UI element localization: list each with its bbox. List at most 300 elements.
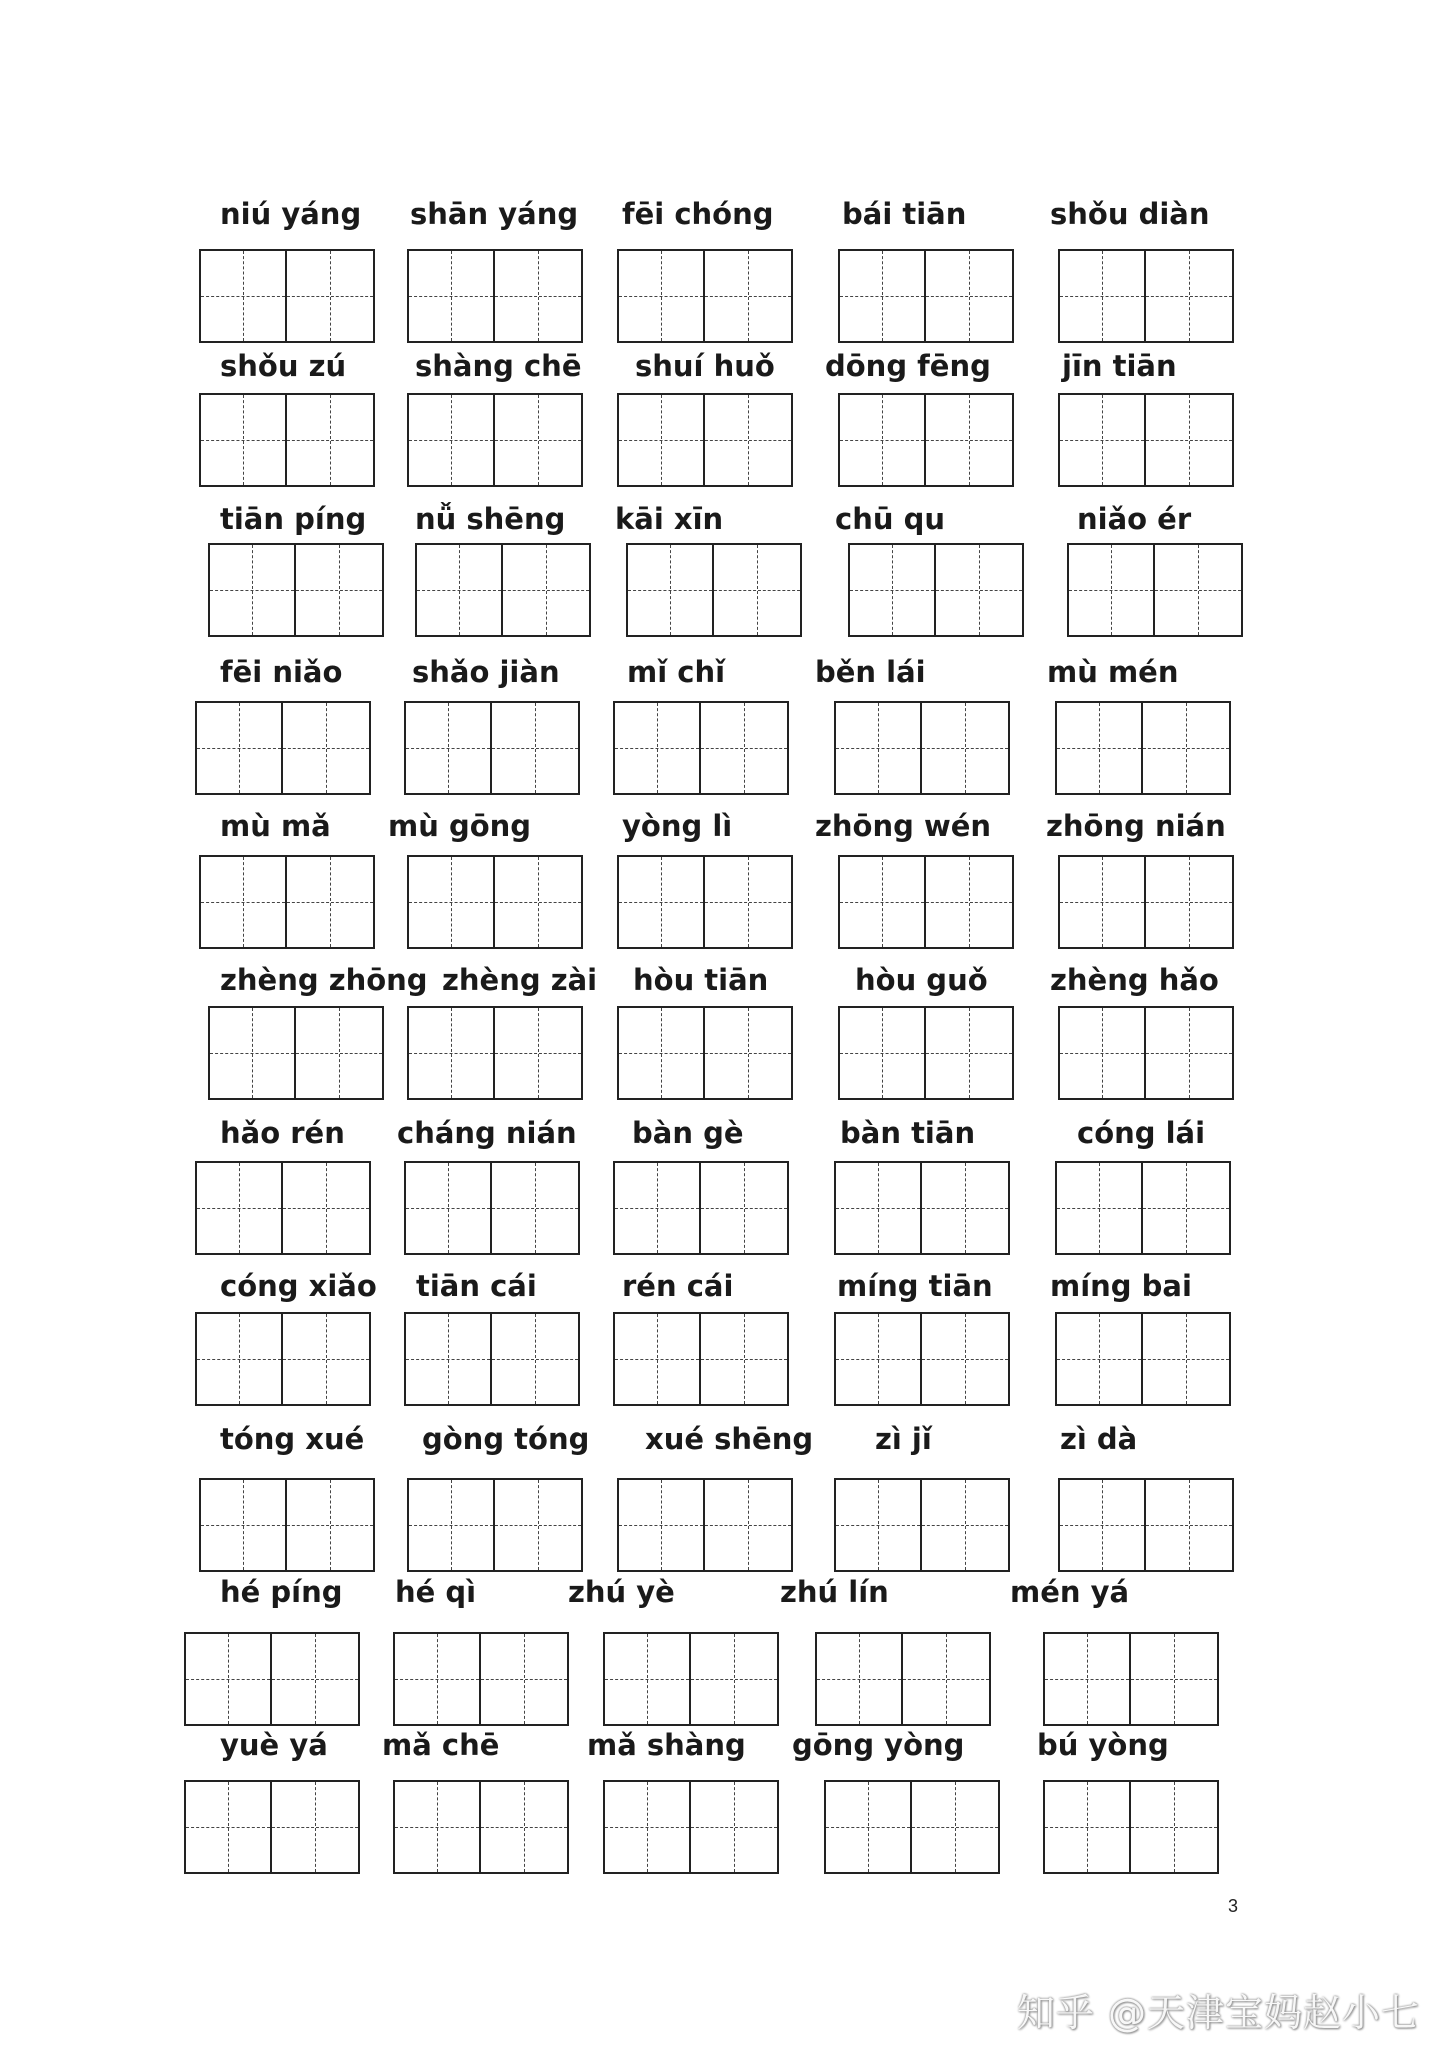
horizontal-guide-line <box>495 1053 581 1054</box>
tian-ge-cell[interactable] <box>296 1008 382 1098</box>
writing-grid[interactable] <box>834 1478 1010 1572</box>
tian-ge-cell[interactable] <box>817 1634 903 1724</box>
tian-ge-cell[interactable] <box>495 857 581 947</box>
tian-ge-cell[interactable] <box>492 1314 578 1404</box>
horizontal-guide-line <box>1146 440 1232 441</box>
writing-grid[interactable] <box>1058 855 1234 949</box>
writing-grid[interactable] <box>834 701 1010 795</box>
pinyin-label: chū qu <box>835 502 945 536</box>
pinyin-label: yuè yá <box>220 1728 328 1762</box>
writing-grid[interactable] <box>617 393 793 487</box>
horizontal-guide-line <box>619 1053 703 1054</box>
horizontal-guide-line <box>283 1359 369 1360</box>
pinyin-label: běn lái <box>815 655 926 689</box>
pinyin-label: shuí huǒ <box>635 349 775 383</box>
horizontal-guide-line <box>287 902 373 903</box>
horizontal-guide-line <box>817 1679 901 1680</box>
horizontal-guide-line <box>1057 1359 1141 1360</box>
horizontal-guide-line <box>395 1679 479 1680</box>
tian-ge-cell[interactable] <box>283 1163 369 1253</box>
writing-grid[interactable] <box>626 543 802 637</box>
horizontal-guide-line <box>936 590 1022 591</box>
pinyin-label: fēi niǎo <box>220 655 343 689</box>
horizontal-guide-line <box>210 1053 294 1054</box>
pinyin-label: kāi xīn <box>615 502 724 536</box>
writing-grid[interactable] <box>617 1478 793 1572</box>
horizontal-guide-line <box>409 296 493 297</box>
pinyin-label: bái tiān <box>842 197 967 231</box>
tian-ge-cell[interactable] <box>691 1782 777 1872</box>
tian-ge-cell[interactable] <box>615 703 701 793</box>
horizontal-guide-line <box>492 1359 578 1360</box>
horizontal-guide-line <box>903 1679 989 1680</box>
writing-grid[interactable] <box>834 1312 1010 1406</box>
tian-ge-cell[interactable] <box>1146 395 1232 485</box>
tian-ge-cell[interactable] <box>836 1163 922 1253</box>
horizontal-guide-line <box>840 902 924 903</box>
horizontal-guide-line <box>492 1208 578 1209</box>
tian-ge-cell[interactable] <box>619 251 705 341</box>
pinyin-label: bàn gè <box>632 1116 744 1150</box>
writing-grid[interactable] <box>603 1780 779 1874</box>
pinyin-label: tóng xué <box>220 1422 365 1456</box>
tian-ge-cell[interactable] <box>628 545 714 635</box>
horizontal-guide-line <box>1146 902 1232 903</box>
writing-grid[interactable] <box>838 1006 1014 1100</box>
tian-ge-cell[interactable] <box>701 1163 787 1253</box>
pinyin-label: gòng tóng <box>422 1422 590 1456</box>
tian-ge-cell[interactable] <box>615 1314 701 1404</box>
pinyin-label: cóng xiǎo <box>220 1269 377 1303</box>
writing-grid[interactable] <box>1058 1478 1234 1572</box>
pinyin-label: zhèng zhōng <box>220 963 428 997</box>
tian-ge-cell[interactable] <box>1057 703 1143 793</box>
tian-ge-cell[interactable] <box>1146 857 1232 947</box>
horizontal-guide-line <box>283 1208 369 1209</box>
tian-ge-cell[interactable] <box>283 703 369 793</box>
writing-grid[interactable] <box>208 543 384 637</box>
pinyin-label: mǎ chē <box>382 1728 500 1762</box>
tian-ge-cell[interactable] <box>691 1634 777 1724</box>
writing-grid[interactable] <box>1067 543 1243 637</box>
watermark: 知乎 @天津宝妈赵小七 <box>1016 1991 1420 2035</box>
horizontal-guide-line <box>409 440 493 441</box>
horizontal-guide-line <box>287 296 373 297</box>
tian-ge-cell[interactable] <box>197 1314 283 1404</box>
pinyin-label: shān yáng <box>410 197 579 231</box>
pinyin-label: cháng nián <box>397 1116 577 1150</box>
tian-ge-cell[interactable] <box>1143 703 1229 793</box>
pinyin-label: hòu tiān <box>633 963 769 997</box>
tian-ge-cell[interactable] <box>926 395 1012 485</box>
horizontal-guide-line <box>1146 296 1232 297</box>
horizontal-guide-line <box>1060 1525 1144 1526</box>
writing-grid[interactable] <box>838 855 1014 949</box>
pinyin-label: fēi chóng <box>622 197 774 231</box>
horizontal-guide-line <box>926 296 1012 297</box>
pinyin-label: nǚ shēng <box>415 502 566 536</box>
horizontal-guide-line <box>922 1525 1008 1526</box>
horizontal-guide-line <box>197 1208 281 1209</box>
writing-grid[interactable] <box>613 701 789 795</box>
tian-ge-cell[interactable] <box>1143 1163 1229 1253</box>
horizontal-guide-line <box>406 748 490 749</box>
writing-grid[interactable] <box>1058 1006 1234 1100</box>
horizontal-guide-line <box>619 902 703 903</box>
tian-ge-cell[interactable] <box>619 1008 705 1098</box>
writing-grid[interactable] <box>404 1312 580 1406</box>
tian-ge-cell[interactable] <box>481 1634 567 1724</box>
horizontal-guide-line <box>495 1525 581 1526</box>
tian-ge-cell[interactable] <box>1045 1782 1131 1872</box>
tian-ge-cell[interactable] <box>701 703 787 793</box>
tian-ge-cell[interactable] <box>850 545 936 635</box>
tian-ge-cell[interactable] <box>406 703 492 793</box>
tian-ge-cell[interactable] <box>201 857 287 947</box>
horizontal-guide-line <box>503 590 589 591</box>
pinyin-label: niǎo ér <box>1077 502 1192 536</box>
horizontal-guide-line <box>1060 902 1144 903</box>
tian-ge-cell[interactable] <box>619 395 705 485</box>
tian-ge-cell[interactable] <box>272 1634 358 1724</box>
tian-ge-cell[interactable] <box>287 857 373 947</box>
pinyin-label: míng bai <box>1050 1269 1192 1303</box>
horizontal-guide-line <box>201 902 285 903</box>
page-number: 3 <box>1228 1896 1239 1916</box>
tian-ge-cell[interactable] <box>409 251 495 341</box>
horizontal-guide-line <box>210 590 294 591</box>
tian-ge-cell[interactable] <box>495 251 581 341</box>
writing-grid[interactable] <box>613 1161 789 1255</box>
pinyin-label: mù gōng <box>388 809 532 843</box>
tian-ge-cell[interactable] <box>492 703 578 793</box>
horizontal-guide-line <box>1060 1053 1144 1054</box>
horizontal-guide-line <box>272 1827 358 1828</box>
writing-grid[interactable] <box>199 249 375 343</box>
tian-ge-cell[interactable] <box>283 1314 369 1404</box>
horizontal-guide-line <box>197 1359 281 1360</box>
tian-ge-cell[interactable] <box>605 1782 691 1872</box>
tian-ge-cell[interactable] <box>903 1634 989 1724</box>
horizontal-guide-line <box>287 440 373 441</box>
horizontal-guide-line <box>1143 748 1229 749</box>
horizontal-guide-line <box>701 1359 787 1360</box>
tian-ge-cell[interactable] <box>201 395 287 485</box>
tian-ge-cell[interactable] <box>1057 1163 1143 1253</box>
pinyin-label: zhèng hǎo <box>1050 963 1219 997</box>
horizontal-guide-line <box>409 902 493 903</box>
tian-ge-cell[interactable] <box>840 1008 926 1098</box>
pinyin-label: yòng lì <box>622 809 733 843</box>
horizontal-guide-line <box>186 1679 270 1680</box>
tian-ge-cell[interactable] <box>1146 1480 1232 1570</box>
tian-ge-cell[interactable] <box>409 1480 495 1570</box>
writing-grid[interactable] <box>815 1632 991 1726</box>
horizontal-guide-line <box>615 1208 699 1209</box>
tian-ge-cell[interactable] <box>287 395 373 485</box>
horizontal-guide-line <box>197 748 281 749</box>
writing-grid[interactable] <box>184 1632 360 1726</box>
horizontal-guide-line <box>1131 1827 1217 1828</box>
horizontal-guide-line <box>1143 1359 1229 1360</box>
pinyin-label: xué shēng <box>645 1422 814 1456</box>
tian-ge-cell[interactable] <box>197 703 283 793</box>
tian-ge-cell[interactable] <box>495 1008 581 1098</box>
tian-ge-cell[interactable] <box>201 251 287 341</box>
writing-grid[interactable] <box>1055 1161 1231 1255</box>
horizontal-guide-line <box>1057 748 1141 749</box>
horizontal-guide-line <box>1131 1679 1217 1680</box>
writing-grid[interactable] <box>1058 249 1234 343</box>
horizontal-guide-line <box>926 902 1012 903</box>
writing-grid[interactable] <box>404 701 580 795</box>
pinyin-label: mǐ chǐ <box>627 655 726 689</box>
horizontal-guide-line <box>701 748 787 749</box>
writing-grid[interactable] <box>407 249 583 343</box>
writing-grid[interactable] <box>838 249 1014 343</box>
pinyin-label: zì jǐ <box>875 1422 932 1456</box>
horizontal-guide-line <box>406 1359 490 1360</box>
horizontal-guide-line <box>705 440 791 441</box>
pinyin-label: mù mén <box>1047 655 1179 689</box>
tian-ge-cell[interactable] <box>1143 1314 1229 1404</box>
horizontal-guide-line <box>406 1208 490 1209</box>
tian-ge-cell[interactable] <box>409 395 495 485</box>
horizontal-guide-line <box>1146 1525 1232 1526</box>
tian-ge-cell[interactable] <box>840 857 926 947</box>
tian-ge-cell[interactable] <box>922 1163 1008 1253</box>
tian-ge-cell[interactable] <box>287 251 373 341</box>
tian-ge-cell[interactable] <box>417 545 503 635</box>
horizontal-guide-line <box>272 1679 358 1680</box>
tian-ge-cell[interactable] <box>922 703 1008 793</box>
tian-ge-cell[interactable] <box>1060 395 1146 485</box>
horizontal-guide-line <box>619 1525 703 1526</box>
horizontal-guide-line <box>926 1053 1012 1054</box>
writing-grid[interactable] <box>848 543 1024 637</box>
writing-grid[interactable] <box>407 1478 583 1572</box>
tian-ge-cell[interactable] <box>912 1782 998 1872</box>
horizontal-guide-line <box>495 296 581 297</box>
writing-grid[interactable] <box>407 855 583 949</box>
tian-ge-cell[interactable] <box>705 1008 791 1098</box>
horizontal-guide-line <box>201 296 285 297</box>
horizontal-guide-line <box>922 1208 1008 1209</box>
horizontal-guide-line <box>922 748 1008 749</box>
pinyin-label: hǎo rén <box>220 1116 345 1150</box>
horizontal-guide-line <box>619 296 703 297</box>
tian-ge-cell[interactable] <box>1146 251 1232 341</box>
tian-ge-cell[interactable] <box>826 1782 912 1872</box>
writing-grid[interactable] <box>195 701 371 795</box>
tian-ge-cell[interactable] <box>840 251 926 341</box>
tian-ge-cell[interactable] <box>395 1634 481 1724</box>
writing-grid[interactable] <box>199 393 375 487</box>
pinyin-label: bàn tiān <box>840 1116 976 1150</box>
tian-ge-cell[interactable] <box>836 703 922 793</box>
tian-ge-cell[interactable] <box>409 1008 495 1098</box>
tian-ge-cell[interactable] <box>1060 251 1146 341</box>
horizontal-guide-line <box>1060 296 1144 297</box>
horizontal-guide-line <box>492 748 578 749</box>
writing-grid[interactable] <box>404 1161 580 1255</box>
writing-grid[interactable] <box>834 1161 1010 1255</box>
horizontal-guide-line <box>186 1827 270 1828</box>
horizontal-guide-line <box>691 1827 777 1828</box>
tian-ge-cell[interactable] <box>406 1163 492 1253</box>
tian-ge-cell[interactable] <box>186 1634 272 1724</box>
pinyin-label: gōng yòng <box>792 1728 965 1762</box>
horizontal-guide-line <box>296 590 382 591</box>
pinyin-label: hé qì <box>395 1575 477 1609</box>
tian-ge-cell[interactable] <box>714 545 800 635</box>
tian-ge-cell[interactable] <box>1057 1314 1143 1404</box>
tian-ge-cell[interactable] <box>922 1480 1008 1570</box>
pinyin-label: mén yá <box>1010 1575 1130 1609</box>
pinyin-label: tiān píng <box>220 502 367 536</box>
pinyin-label: mù mǎ <box>220 809 331 843</box>
tian-ge-cell[interactable] <box>1060 1480 1146 1570</box>
writing-grid[interactable] <box>393 1780 569 1874</box>
writing-grid[interactable] <box>838 393 1014 487</box>
writing-grid[interactable] <box>617 1006 793 1100</box>
tian-ge-cell[interactable] <box>836 1480 922 1570</box>
pinyin-label: hé píng <box>220 1575 343 1609</box>
horizontal-guide-line <box>691 1679 777 1680</box>
horizontal-guide-line <box>481 1679 567 1680</box>
pinyin-label: rén cái <box>622 1269 734 1303</box>
writing-grid[interactable] <box>1055 701 1231 795</box>
tian-ge-cell[interactable] <box>926 251 1012 341</box>
tian-ge-cell[interactable] <box>926 1008 1012 1098</box>
tian-ge-cell[interactable] <box>705 1480 791 1570</box>
writing-grid[interactable] <box>184 1780 360 1874</box>
tian-ge-cell[interactable] <box>619 857 705 947</box>
tian-ge-cell[interactable] <box>296 545 382 635</box>
pinyin-label: tiān cái <box>416 1269 537 1303</box>
tian-ge-cell[interactable] <box>201 1480 287 1570</box>
writing-grid[interactable] <box>407 393 583 487</box>
tian-ge-cell[interactable] <box>210 545 296 635</box>
horizontal-guide-line <box>283 748 369 749</box>
horizontal-guide-line <box>287 1525 373 1526</box>
writing-grid[interactable] <box>1043 1780 1219 1874</box>
tian-ge-cell[interactable] <box>619 1480 705 1570</box>
pinyin-label: dōng fēng <box>825 349 991 383</box>
writing-grid[interactable] <box>208 1006 384 1100</box>
tian-ge-cell[interactable] <box>936 545 1022 635</box>
horizontal-guide-line <box>836 748 920 749</box>
tian-ge-cell[interactable] <box>926 857 1012 947</box>
horizontal-guide-line <box>1155 590 1241 591</box>
tian-ge-cell[interactable] <box>1131 1634 1217 1724</box>
tian-ge-cell[interactable] <box>615 1163 701 1253</box>
writing-grid[interactable] <box>415 543 591 637</box>
writing-grid[interactable] <box>617 855 793 949</box>
tian-ge-cell[interactable] <box>495 1480 581 1570</box>
tian-ge-cell[interactable] <box>503 545 589 635</box>
tian-ge-cell[interactable] <box>705 395 791 485</box>
writing-grid[interactable] <box>195 1161 371 1255</box>
tian-ge-cell[interactable] <box>287 1480 373 1570</box>
writing-grid[interactable] <box>617 249 793 343</box>
tian-ge-cell[interactable] <box>1146 1008 1232 1098</box>
pinyin-label: zhú yè <box>568 1575 675 1609</box>
tian-ge-cell[interactable] <box>409 857 495 947</box>
tian-ge-cell[interactable] <box>1155 545 1241 635</box>
horizontal-guide-line <box>1045 1679 1129 1680</box>
tian-ge-cell[interactable] <box>481 1782 567 1872</box>
writing-grid[interactable] <box>1055 1312 1231 1406</box>
tian-ge-cell[interactable] <box>210 1008 296 1098</box>
tian-ge-cell[interactable] <box>1069 545 1155 635</box>
pinyin-label: shǒu zú <box>220 349 347 383</box>
writing-grid[interactable] <box>1058 393 1234 487</box>
horizontal-guide-line <box>705 902 791 903</box>
horizontal-guide-line <box>201 1525 285 1526</box>
writing-grid[interactable] <box>1043 1632 1219 1726</box>
tian-ge-cell[interactable] <box>272 1782 358 1872</box>
horizontal-guide-line <box>605 1827 689 1828</box>
horizontal-guide-line <box>409 1525 493 1526</box>
pinyin-label: zhōng nián <box>1046 809 1226 843</box>
writing-grid[interactable] <box>613 1312 789 1406</box>
tian-ge-cell[interactable] <box>406 1314 492 1404</box>
horizontal-guide-line <box>1045 1827 1129 1828</box>
tian-ge-cell[interactable] <box>836 1314 922 1404</box>
tian-ge-cell[interactable] <box>705 857 791 947</box>
tian-ge-cell[interactable] <box>186 1782 272 1872</box>
writing-grid[interactable] <box>195 1312 371 1406</box>
horizontal-guide-line <box>619 440 703 441</box>
horizontal-guide-line <box>922 1359 1008 1360</box>
tian-ge-cell[interactable] <box>1060 857 1146 947</box>
tian-ge-cell[interactable] <box>197 1163 283 1253</box>
writing-grid[interactable] <box>603 1632 779 1726</box>
horizontal-guide-line <box>615 1359 699 1360</box>
pinyin-label: mǎ shàng <box>587 1728 746 1762</box>
horizontal-guide-line <box>495 440 581 441</box>
tian-ge-cell[interactable] <box>701 1314 787 1404</box>
horizontal-guide-line <box>826 1827 910 1828</box>
pinyin-label: niú yáng <box>220 197 362 231</box>
writing-grid[interactable] <box>393 1632 569 1726</box>
tian-ge-cell[interactable] <box>395 1782 481 1872</box>
writing-grid[interactable] <box>199 1478 375 1572</box>
horizontal-guide-line <box>836 1359 920 1360</box>
tian-ge-cell[interactable] <box>1060 1008 1146 1098</box>
tian-ge-cell[interactable] <box>605 1634 691 1724</box>
tian-ge-cell[interactable] <box>840 395 926 485</box>
pinyin-label: zì dà <box>1060 1422 1138 1456</box>
horizontal-guide-line <box>495 902 581 903</box>
writing-grid[interactable] <box>199 855 375 949</box>
horizontal-guide-line <box>912 1827 998 1828</box>
tian-ge-cell[interactable] <box>922 1314 1008 1404</box>
horizontal-guide-line <box>840 296 924 297</box>
tian-ge-cell[interactable] <box>492 1163 578 1253</box>
tian-ge-cell[interactable] <box>705 251 791 341</box>
tian-ge-cell[interactable] <box>495 395 581 485</box>
writing-grid[interactable] <box>824 1780 1000 1874</box>
tian-ge-cell[interactable] <box>1045 1634 1131 1724</box>
horizontal-guide-line <box>481 1827 567 1828</box>
pinyin-label: hòu guǒ <box>855 963 988 997</box>
pinyin-label: shǎo jiàn <box>412 655 560 689</box>
writing-grid[interactable] <box>407 1006 583 1100</box>
tian-ge-cell[interactable] <box>1131 1782 1217 1872</box>
horizontal-guide-line <box>701 1208 787 1209</box>
